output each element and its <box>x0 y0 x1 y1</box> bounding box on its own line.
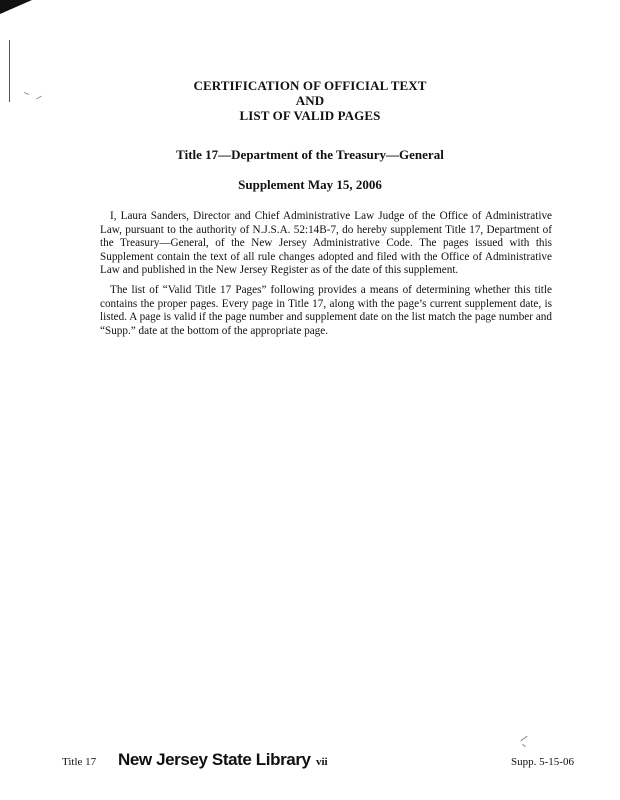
valid-pages-paragraph: The list of “Valid Title 17 Pages” following provides a means of determining whether this title contains the proper pages. Every page in Title 17, along with the page’s current supplement date, is listed. A page is valid if the page number and supplement date on the list match the page number and “Supp.” date at the bottom of the appropriate page. <box>100 284 552 337</box>
title-line: Title 17—Department of the Treasury—General <box>176 147 444 162</box>
footer-page-number: vii <box>316 756 328 768</box>
certification-paragraph: I, Laura Sanders, Director and Chief Administrative Law Judge of the Office of Administrative Law, pursuant to the authority of N.J.S.A. 52:14B-7, do hereby supplement Title 17, Department of the Treasury—General, of the New Jersey Administrative Code. The pages issued with this Supplement contain the text of all rule changes adopted and filed with the Office of Administrative Law and published in the New Jersey Register as of the date of this supplement. <box>100 210 552 277</box>
footer-supp-date: Supp. 5-15-06 <box>511 756 574 768</box>
supplement-date-line: Supplement May 15, 2006 <box>238 177 382 192</box>
scan-speck <box>522 744 526 747</box>
heading-and: AND <box>295 93 325 108</box>
heading-certification: CERTIFICATION OF OFFICIAL TEXT <box>193 78 427 93</box>
footer-title: Title 17 <box>62 756 97 768</box>
scan-corner-mark <box>0 0 32 14</box>
library-stamp: New Jersey State Library <box>118 750 311 769</box>
scan-speck <box>520 736 527 741</box>
heading-list-of-valid-pages: LIST OF VALID PAGES <box>239 108 381 123</box>
